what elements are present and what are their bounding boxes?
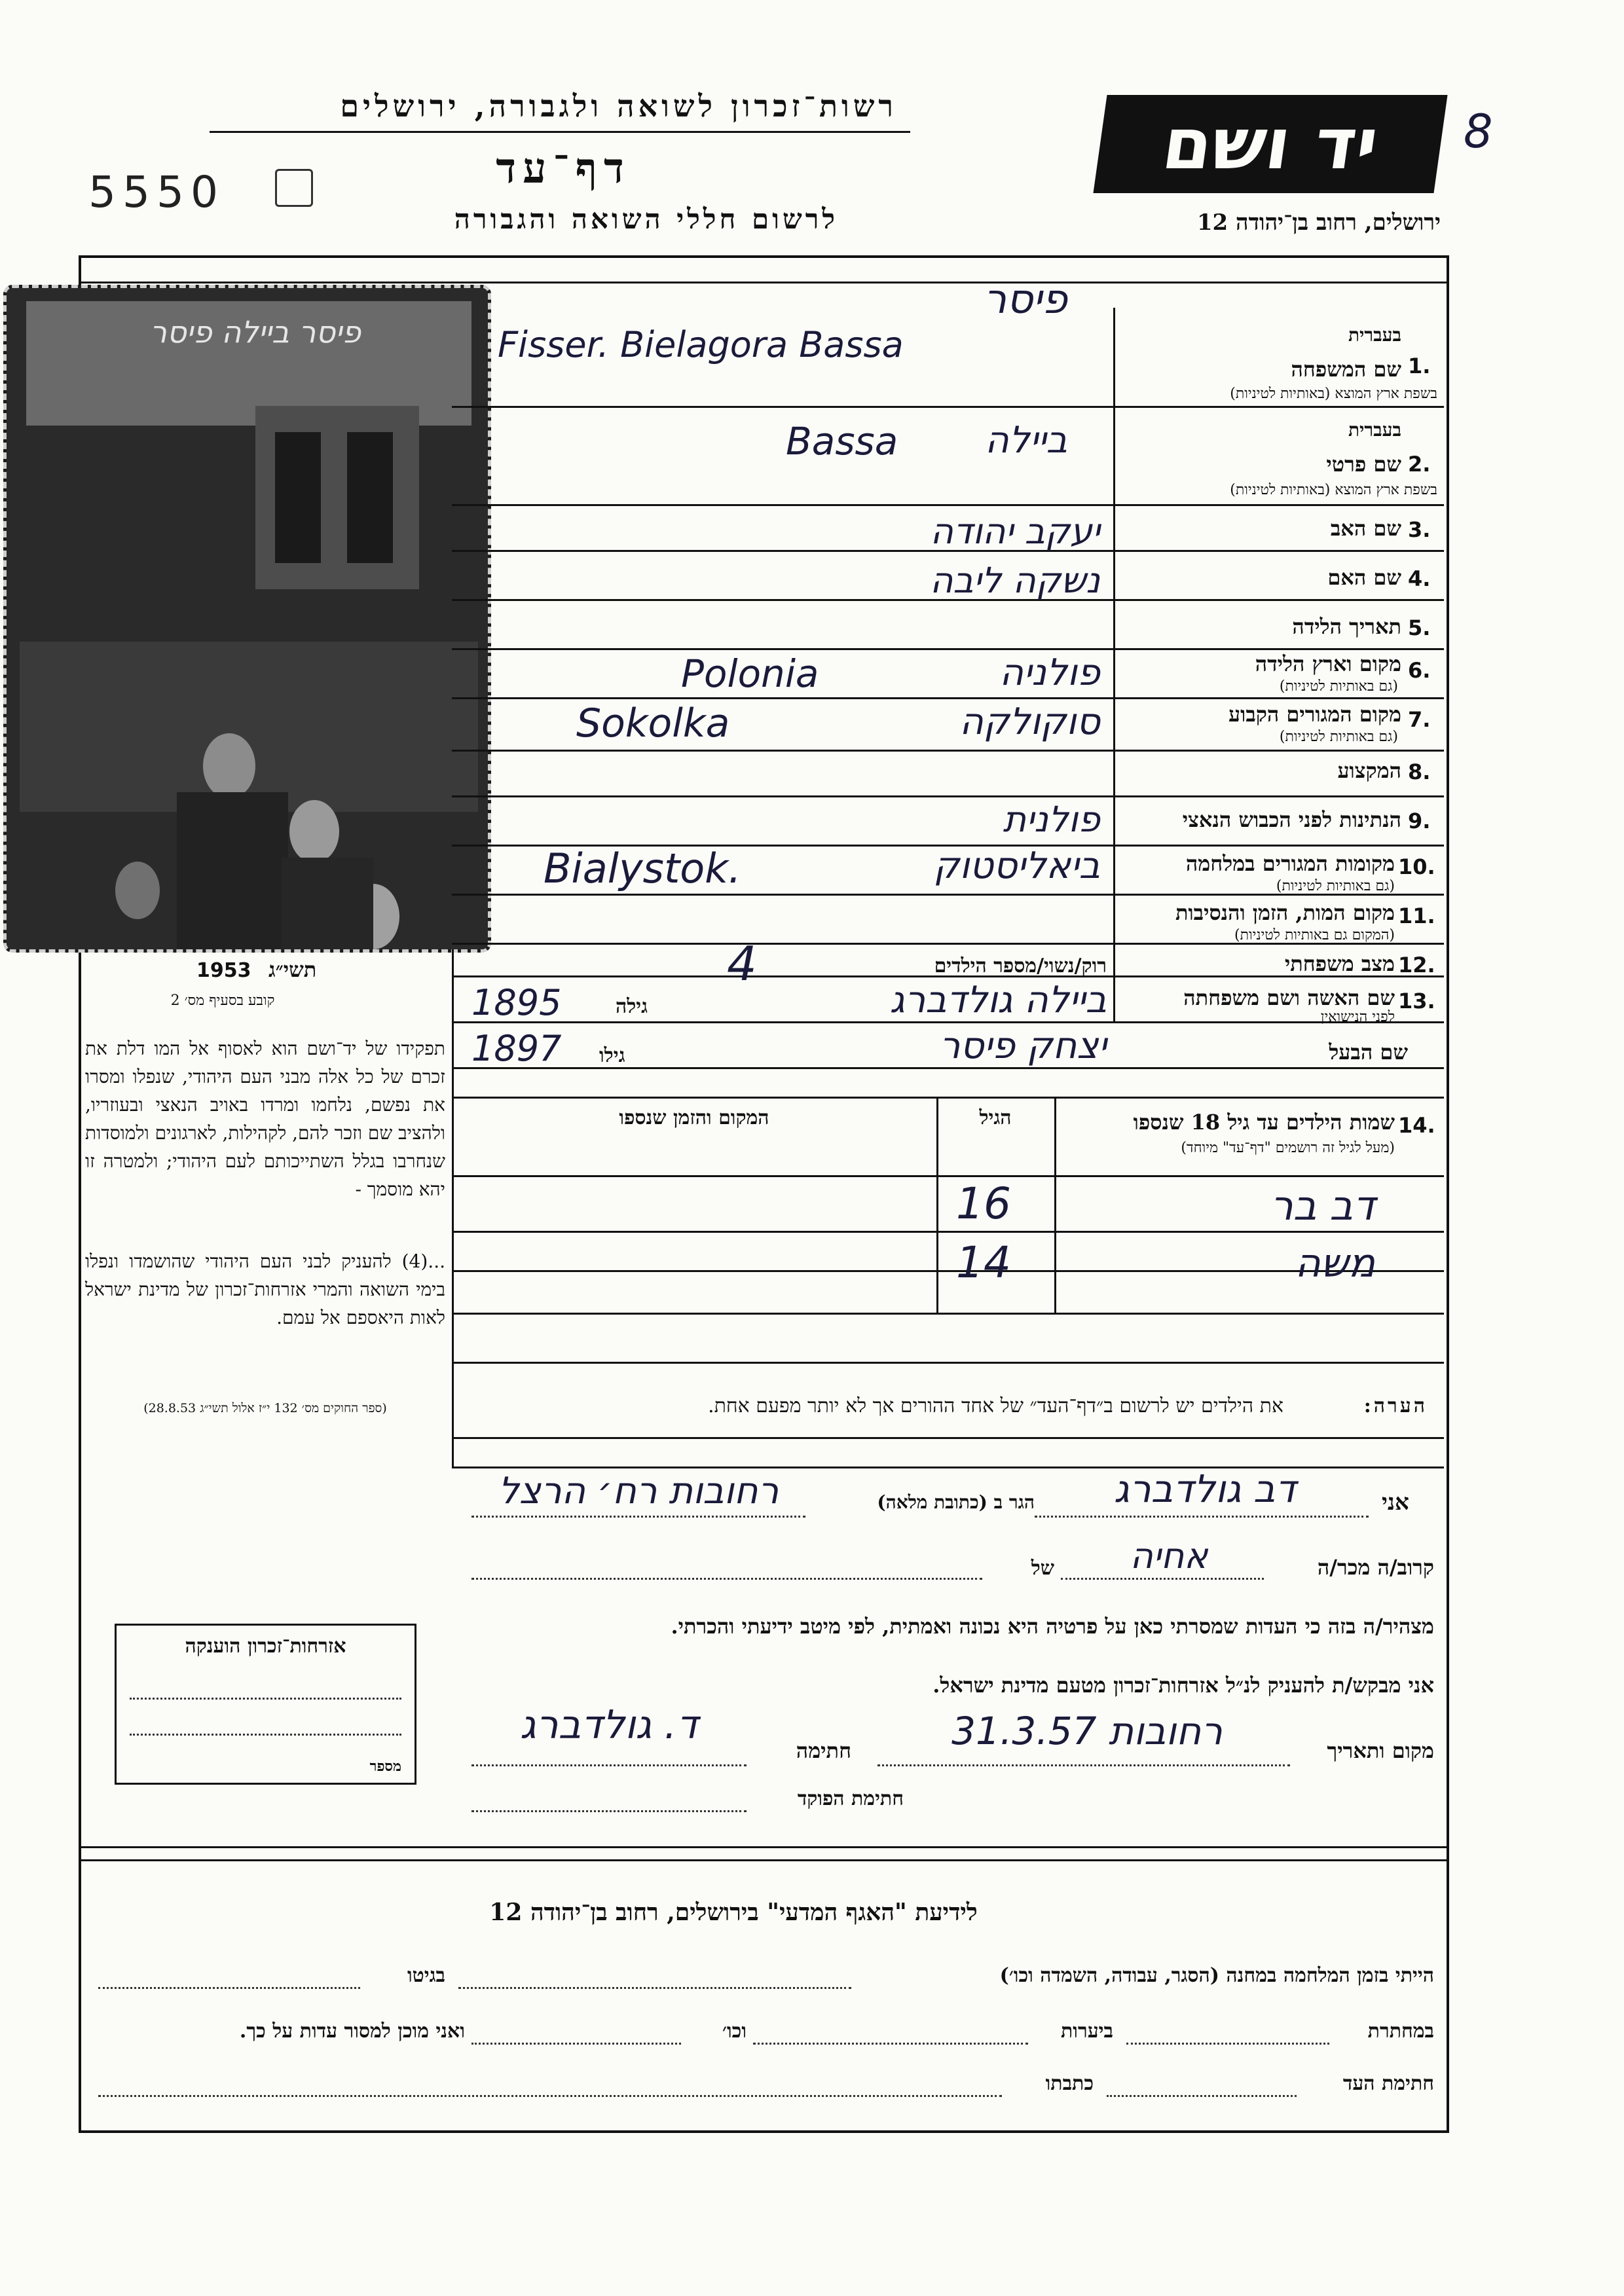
field-13-age[interactable]: 1895 — [471, 982, 562, 1023]
field-2-label: שם פרטי — [1326, 452, 1401, 477]
info-addr: כתבתו — [1045, 2072, 1094, 2095]
husband-age[interactable]: 1897 — [471, 1028, 562, 1069]
corner-mark: 8 — [1464, 105, 1493, 158]
field-9-label: הנתינות לפני הכבוש הנאצי — [1182, 807, 1401, 832]
info-partisans-line — [1126, 2043, 1329, 2045]
place-date[interactable]: רחובות 31.3.57 — [951, 1709, 1223, 1753]
witness-address[interactable]: רחובות רח׳ הרצל — [498, 1470, 779, 1512]
field-13-sub: לפני הנישואין — [1320, 1009, 1395, 1025]
field-6-number: 6. — [1408, 658, 1431, 683]
clerk-signature-line — [471, 1810, 747, 1812]
field-1-heb[interactable]: פיסר — [984, 275, 1067, 323]
witness-relation[interactable]: אחיה — [1130, 1535, 1208, 1576]
field-1-latin[interactable]: Fisser. Bielagora Bassa — [498, 324, 904, 365]
field-8-number: 8. — [1408, 759, 1431, 784]
witness-of-label: של — [1031, 1557, 1054, 1580]
witness-name[interactable]: דב גולדברג — [1113, 1467, 1297, 1511]
citizenship-box — [115, 1624, 416, 1785]
field-1-label: שם המשפחה — [1291, 357, 1401, 382]
frame-top-inner — [79, 282, 1447, 283]
field-6-label: מקום וארץ הלידה — [1255, 651, 1401, 676]
field-3-number: 3. — [1408, 517, 1431, 542]
field-rule — [452, 648, 1444, 650]
field-2-latin[interactable]: Bassa — [786, 419, 898, 464]
note-text: את הילדים יש לרשום ב״דף־העד״ של אחד ההורים אך לא יותר מפעם אחת. — [708, 1394, 1283, 1417]
field-10-sub: (גם באותיות לטיניות) — [1276, 878, 1395, 894]
info-forests-line — [753, 2043, 1028, 2045]
field-1-sub: בשפת ארץ המוצא (באותיות לטיניות) — [1230, 386, 1437, 402]
child-2-name[interactable]: משה — [1295, 1241, 1375, 1286]
signature-label: חתימה — [796, 1738, 851, 1763]
citizenship-number-label: מספר — [369, 1758, 401, 1775]
child-1-name[interactable]: דב בר — [1270, 1182, 1375, 1230]
header-rule — [210, 131, 910, 133]
info-ready: ואני מוכן למסור עדות על כך. — [239, 2020, 465, 2043]
field-12-children-count[interactable]: 4 — [727, 936, 757, 991]
children-number: 14. — [1398, 1113, 1435, 1138]
field-2-sub: בשפת ארץ המוצא (באותיות לטיניות) — [1230, 482, 1437, 498]
info-heading: לידיעת "האגף המדעי" בירושלים, רחוב בן־יהודה 12 — [489, 1899, 978, 1926]
note-rule — [452, 1362, 1444, 1364]
field-12-printed: רוק/נשוי/מספר הילדים — [934, 955, 1107, 977]
hebrew-year: תשי״ג — [268, 957, 317, 982]
info-camp-line — [458, 1987, 851, 1989]
info-divider-2 — [79, 1859, 1447, 1861]
witness-request: אני מבקש/ת להעניק לנ״ל אזרחות־זכרון מטעם מדינת ישראל. — [932, 1673, 1434, 1698]
field-4-number: 4. — [1408, 566, 1431, 591]
field-7-latin[interactable]: Sokolka — [576, 701, 730, 746]
children-row-rule — [452, 1231, 1444, 1233]
field-rule — [452, 1175, 1444, 1177]
address: ירושלים, רחוב בן־יהודה 12 — [1196, 210, 1441, 236]
info-forests: ביערות — [1060, 2020, 1113, 2043]
info-divider — [79, 1846, 1447, 1848]
form-title: דף־עד — [496, 144, 631, 193]
field-1-number: 1. — [1408, 354, 1431, 378]
witness-of-line — [471, 1578, 982, 1580]
children-sub: (מעל לגיל זה רושמים "דף־עד" מיוחד) — [1181, 1140, 1395, 1156]
field-8-label: המקצוע — [1337, 758, 1401, 783]
signature-line — [471, 1764, 747, 1766]
field-4-heb[interactable]: נשקה ליבה — [930, 560, 1100, 601]
info-sig-line — [1107, 2095, 1297, 2097]
field-7-label: מקום המגורים הקבוע — [1228, 702, 1401, 727]
field-10-number: 10. — [1398, 854, 1435, 879]
info-line1: הייתי בזמן המלחמה במחנה (הסגר, עבודה, השמדה וכו׳) — [999, 1964, 1434, 1987]
field-1-tag: בעברית — [1348, 324, 1401, 346]
field-5-number: 5. — [1408, 615, 1431, 640]
note-label: הערה: — [1363, 1394, 1428, 1417]
witness-name-line — [1035, 1516, 1369, 1518]
children-col-place: המקום והזמן שנספו — [619, 1106, 769, 1129]
field-rule — [452, 406, 1444, 408]
signature[interactable]: ד. גולדברג — [519, 1702, 699, 1748]
field-6-heb[interactable]: פולניה — [999, 651, 1100, 694]
field-6-latin[interactable]: Polonia — [681, 651, 819, 696]
field-7-number: 7. — [1408, 707, 1431, 732]
field-13-heb[interactable]: ביילה גולדברג — [889, 979, 1107, 1021]
field-rule — [452, 1067, 1444, 1069]
children-row-rule — [452, 1313, 1444, 1315]
logo-text: יד ושם — [1157, 103, 1384, 185]
field-11-sub: (המקום גם באותיות לטיניות) — [1234, 927, 1395, 943]
witness-relative-label: קרוב/ה מכר/ה — [1317, 1555, 1434, 1580]
field-10-latin[interactable]: Bialystok. — [544, 845, 741, 892]
witness-declare: מצהיר/ה בזה כי העדות שמסרתי כאן על פרטיה היא נכונה ואמתית, לפי מיטב ידיעתי והכרתי. — [671, 1614, 1434, 1639]
witness-i-label: אני — [1382, 1489, 1409, 1516]
children-age-col-right — [1054, 1097, 1056, 1313]
file-number: 5550 — [88, 167, 225, 217]
fields-column-divider — [1113, 308, 1115, 1021]
field-2-number: 2. — [1408, 452, 1431, 477]
field-13-label: שם האשה ושם משפחתה — [1183, 985, 1395, 1010]
note-bottom-rule — [452, 1437, 1444, 1439]
clerk-signature-label: חתימת הפוקד — [797, 1787, 904, 1810]
info-etc-line — [471, 2043, 681, 2045]
law-source: (ספר החוקים מס׳ 132 י״ז אלול תשי״ג 28.8.53) — [143, 1401, 387, 1415]
info-ghetto: בגיטו — [407, 1964, 445, 1987]
citizenship-title: אזרחות־זכרון הוענקה — [185, 1635, 346, 1658]
field-11-label: מקום המות, הזמן והנסיבות — [1175, 900, 1395, 925]
place-date-label: מקום ותאריך — [1327, 1738, 1434, 1763]
field-9-number: 9. — [1408, 809, 1431, 833]
form-subtitle: לרשום חללי השואה והגבורה — [454, 203, 838, 235]
field-10-label: מקומות המגורים במלחמה — [1185, 851, 1395, 876]
citizenship-line — [130, 1698, 401, 1700]
field-7-heb[interactable]: סוקולקה — [959, 701, 1100, 743]
husband-label: שם הבעל — [1329, 1040, 1408, 1065]
field-10-heb[interactable]: ביאליסטוק — [933, 845, 1100, 887]
field-rule — [452, 795, 1444, 797]
field-13-number: 13. — [1398, 989, 1435, 1013]
info-sig: חתימת העד — [1342, 2072, 1434, 2095]
place-date-line — [877, 1764, 1290, 1766]
photo-image — [7, 288, 488, 949]
year: 1953 — [196, 959, 251, 982]
victim-photo — [3, 285, 491, 953]
law-ref: קובע בסעיף מס׳ 2 — [170, 993, 275, 1009]
photo-column-divider — [452, 949, 454, 1467]
witness-resides-label: הגר ב (כתובת מלאה) — [877, 1491, 1035, 1513]
children-age-col-left — [936, 1097, 938, 1313]
authority-title: רשות־זכרון לשואה ולגבורה, ירושלים — [340, 88, 897, 124]
field-4-label: שם האם — [1327, 565, 1401, 590]
info-partisans: במחתרת — [1367, 2020, 1434, 2043]
field-rule — [452, 504, 1444, 506]
field-7-sub: (גם באותיות לטיניות) — [1279, 729, 1398, 745]
field-3-heb[interactable]: יעקב יהודה — [930, 511, 1100, 552]
yad-vashem-logo — [1093, 95, 1447, 193]
field-6-sub: (גם באותיות לטיניות) — [1279, 678, 1398, 695]
field-rule — [452, 697, 1444, 699]
child-2-age[interactable]: 14 — [956, 1237, 1011, 1288]
info-etc: וכו׳ — [722, 2020, 747, 2043]
field-12-label: מצב משפחתי — [1284, 951, 1395, 976]
law-text: תפקידו של יד־ושם הוא לאסוף אל המו דלת את זכרם של כל אלה מבני העם היהודי, שנפלו ומסרו את נפשם, נלחמו ומרדו באויב הנאצי ובעוזריו, ולהציב שם וזכר להם, לקהילות, לארגונים ולמוסדות שנחרבו בגלל השתייכותם לעם היהודי; ולמטרה זו יהא מוסמך - — [85, 1038, 445, 1200]
photo-caption: פיסר ביילה פיסר — [149, 314, 361, 350]
field-13-age-label: גילה — [616, 995, 648, 1018]
info-addr-line — [98, 2095, 1002, 2097]
field-rule — [452, 750, 1444, 752]
child-1-age[interactable]: 16 — [956, 1178, 1011, 1229]
husband-age-label: גילו — [599, 1044, 625, 1067]
husband-name[interactable]: יצחק פיסר — [939, 1025, 1107, 1067]
citizenship-line — [130, 1734, 401, 1736]
law-text-4: ...(4) להעניק לבני העם היהודי שהושמדו ונפלו בימי השואה והמרי אזרחות־זכרון של מדינת ישראל לאות היאספם אל עמם. — [85, 1250, 445, 1328]
stamp-icon — [275, 169, 313, 207]
field-2-tag: בעברית — [1348, 419, 1401, 441]
field-3-label: שם האב — [1330, 516, 1401, 541]
field-12-number: 12. — [1398, 953, 1435, 977]
field-9-heb[interactable]: פולנית — [1003, 799, 1100, 840]
witness-address-line — [471, 1516, 805, 1518]
witness-relation-line — [1061, 1578, 1264, 1580]
field-5-label: תאריך הלידה — [1292, 614, 1401, 639]
children-col-age: הגיל — [979, 1106, 1012, 1129]
field-2-heb[interactable]: ביילה — [985, 419, 1067, 462]
field-11-number: 11. — [1398, 903, 1435, 928]
field-rule — [452, 1097, 1444, 1099]
info-ghetto-line — [98, 1987, 360, 1989]
children-label: שמות הילדים עד גיל 18 שנספו — [1133, 1110, 1395, 1135]
